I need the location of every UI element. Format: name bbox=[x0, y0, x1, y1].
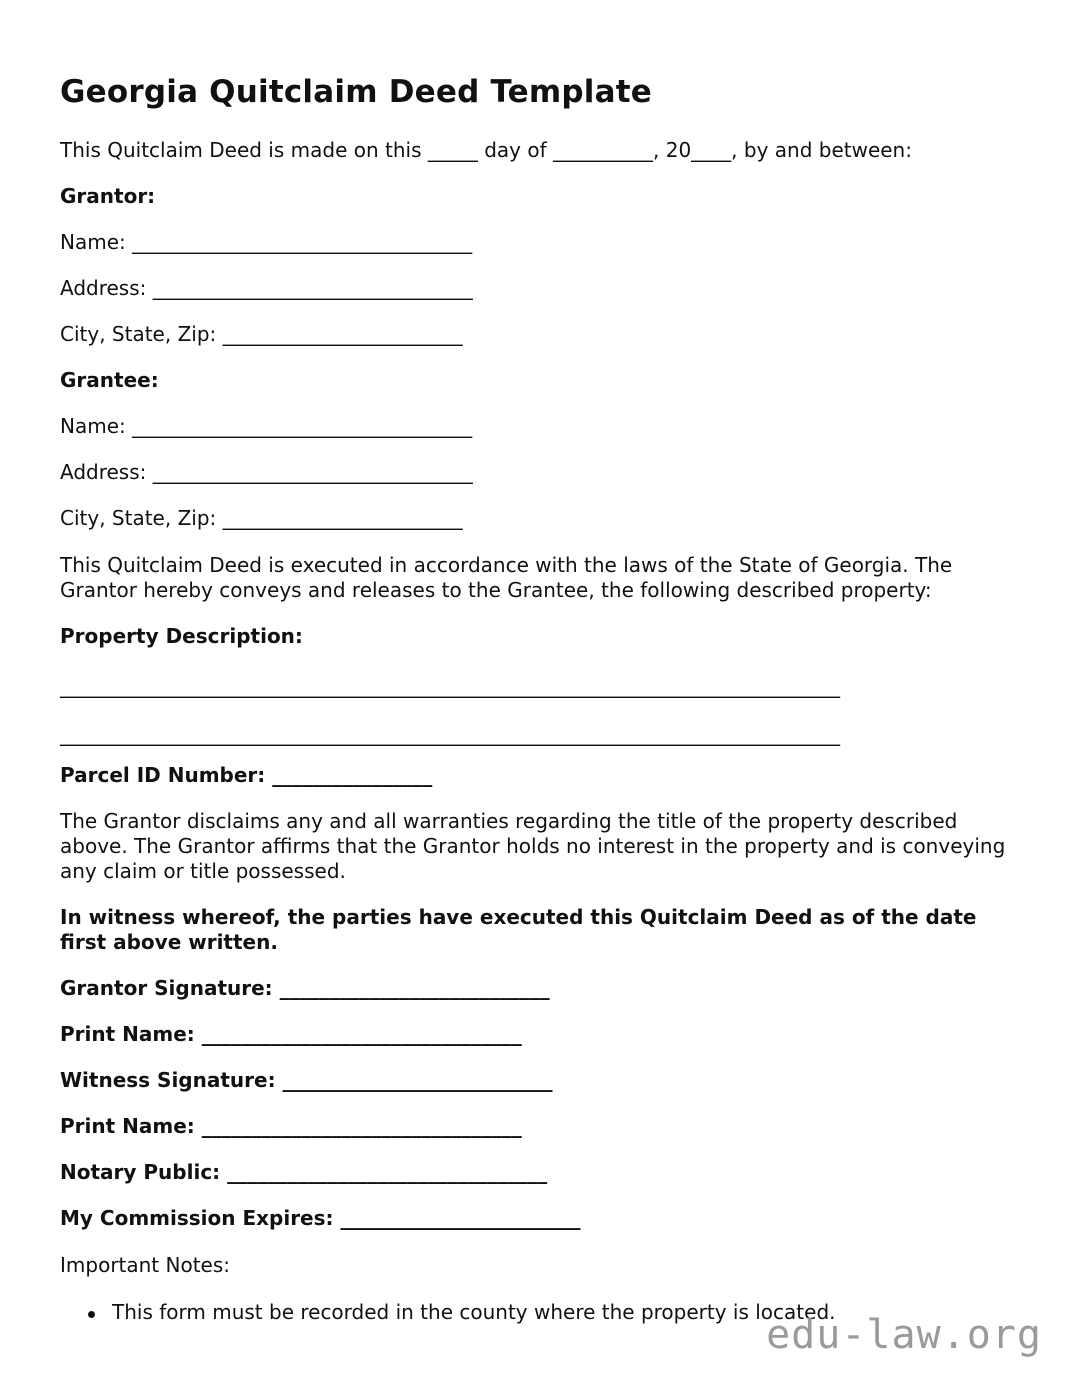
grantor-name-field: Name: __________________________________ bbox=[60, 230, 473, 254]
witness-print-name-field: Print Name: ________________________________ bbox=[60, 1114, 522, 1138]
grantee-address-field: Address: ________________________________ bbox=[60, 460, 473, 484]
disclaimer-paragraph: The Grantor disclaims any and all warranties regarding the title of the property described above. The Grantor affirms that the Grantor holds no interest in the property and is conveying any claim or title possessed. bbox=[60, 809, 1006, 883]
property-description-line-2: ______________________________________________________________________________ bbox=[60, 722, 840, 746]
grantor-signature-field: Grantor Signature: ___________________________ bbox=[60, 976, 550, 1000]
conveyance-paragraph: This Quitclaim Deed is executed in accordance with the laws of the State of Georgia. The Grantor hereby conveys and releases to the Grantee, the following described property: bbox=[60, 553, 953, 602]
property-description-line-1: ______________________________________________________________________________ bbox=[60, 674, 840, 698]
grantee-heading: Grantee: bbox=[60, 368, 159, 392]
property-description-heading: Property Description: bbox=[60, 624, 303, 648]
list-item bbox=[60, 1300, 836, 1325]
page-title: Georgia Quitclaim Deed Template bbox=[60, 74, 652, 110]
commission-expires-field: My Commission Expires: ________________________ bbox=[60, 1206, 581, 1230]
important-notes-list bbox=[60, 1300, 836, 1325]
grantor-print-name-field: Print Name: ________________________________ bbox=[60, 1022, 522, 1046]
note-text: This form must be recorded in the county where the property is located. bbox=[112, 1300, 836, 1324]
grantor-heading: Grantor: bbox=[60, 184, 156, 208]
notary-public-field: Notary Public: ________________________________ bbox=[60, 1160, 548, 1184]
witness-signature-field: Witness Signature: ___________________________ bbox=[60, 1068, 553, 1092]
grantor-city-state-zip-field: City, State, Zip: ________________________ bbox=[60, 322, 463, 346]
witness-statement: In witness whereof, the parties have executed this Quitclaim Deed as of the date first above written. bbox=[60, 905, 977, 954]
grantee-city-state-zip-field: City, State, Zip: ________________________ bbox=[60, 506, 463, 530]
bullet-icon bbox=[88, 1311, 95, 1318]
grantee-name-field: Name: __________________________________ bbox=[60, 414, 473, 438]
intro-line: This Quitclaim Deed is made on this _____ day of __________, 20____, by and between: bbox=[60, 138, 912, 162]
watermark-text: edu-law.org bbox=[766, 1312, 1042, 1358]
parcel-id-field: Parcel ID Number: ________________ bbox=[60, 763, 433, 787]
grantor-address-field: Address: ________________________________ bbox=[60, 276, 473, 300]
important-notes-heading: Important Notes: bbox=[60, 1253, 231, 1277]
